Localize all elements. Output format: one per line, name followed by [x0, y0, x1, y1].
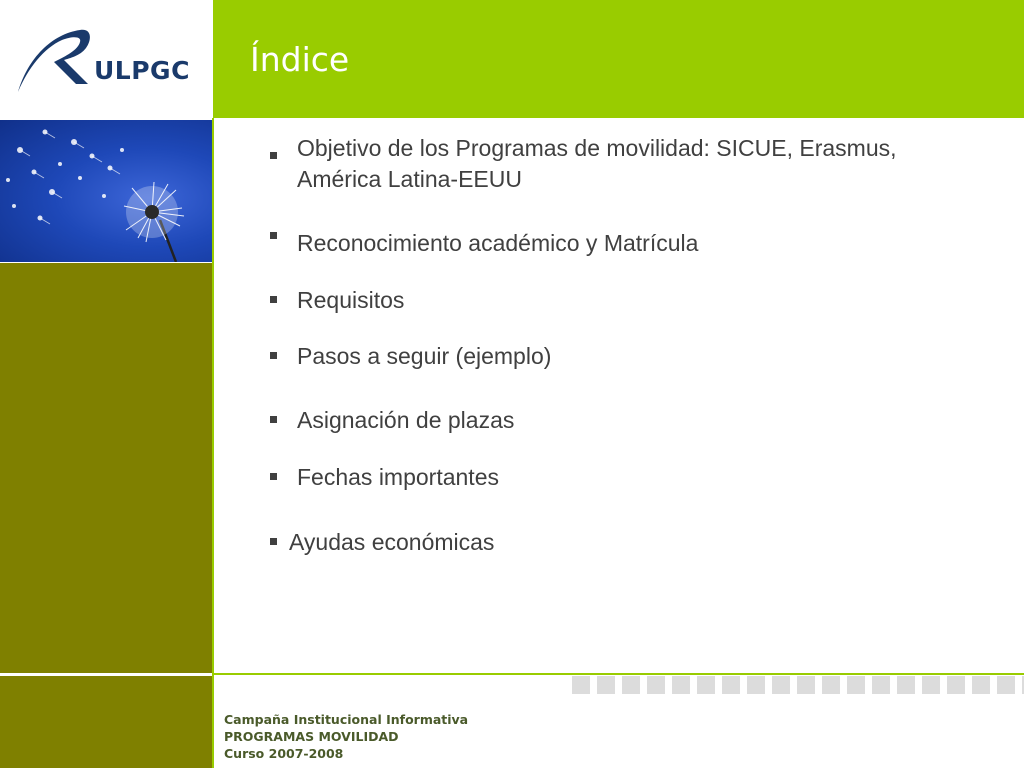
bullet-icon [270, 538, 277, 545]
left-olive-panel [0, 263, 212, 673]
bullet-icon [270, 152, 277, 159]
bullet-icon [270, 232, 277, 239]
list-item-text: Asignación de plazas [297, 407, 515, 433]
list-item-text: Reconocimiento académico y Matrícula [297, 230, 699, 256]
dandelion-photo [0, 120, 212, 262]
bullet-icon [270, 416, 277, 423]
bullet-icon [270, 296, 277, 303]
horizontal-divider [214, 673, 1024, 675]
checkered-strip [572, 676, 1024, 694]
slide-title: Índice [250, 40, 350, 79]
bullet-icon [270, 473, 277, 480]
list-item-text: Fechas importantes [297, 464, 499, 490]
footer-info [224, 711, 468, 762]
header-bar [213, 0, 1024, 118]
list-item-text: Objetivo de los Programas de movilidad: SICUE, Erasmus, [297, 135, 897, 161]
logo-text: ULPGC [94, 56, 190, 85]
ulpgc-logo [0, 0, 212, 118]
list-item-text: Requisitos [297, 287, 405, 313]
list-item-text: Pasos a seguir (ejemplo) [297, 343, 552, 369]
left-footer-panel [0, 676, 212, 768]
bullet-icon [270, 352, 277, 359]
dandelion-icon [0, 120, 212, 262]
vertical-divider [212, 118, 214, 768]
list-item-text: Ayudas económicas [289, 529, 495, 555]
footer-campaign: Campaña Institucional Informativa [224, 712, 469, 727]
footer-course: Curso 2007-2008 [224, 746, 344, 761]
list-item-text: América Latina-EEUU [297, 166, 522, 192]
footer-program: PROGRAMAS MOVILIDAD [224, 729, 399, 744]
